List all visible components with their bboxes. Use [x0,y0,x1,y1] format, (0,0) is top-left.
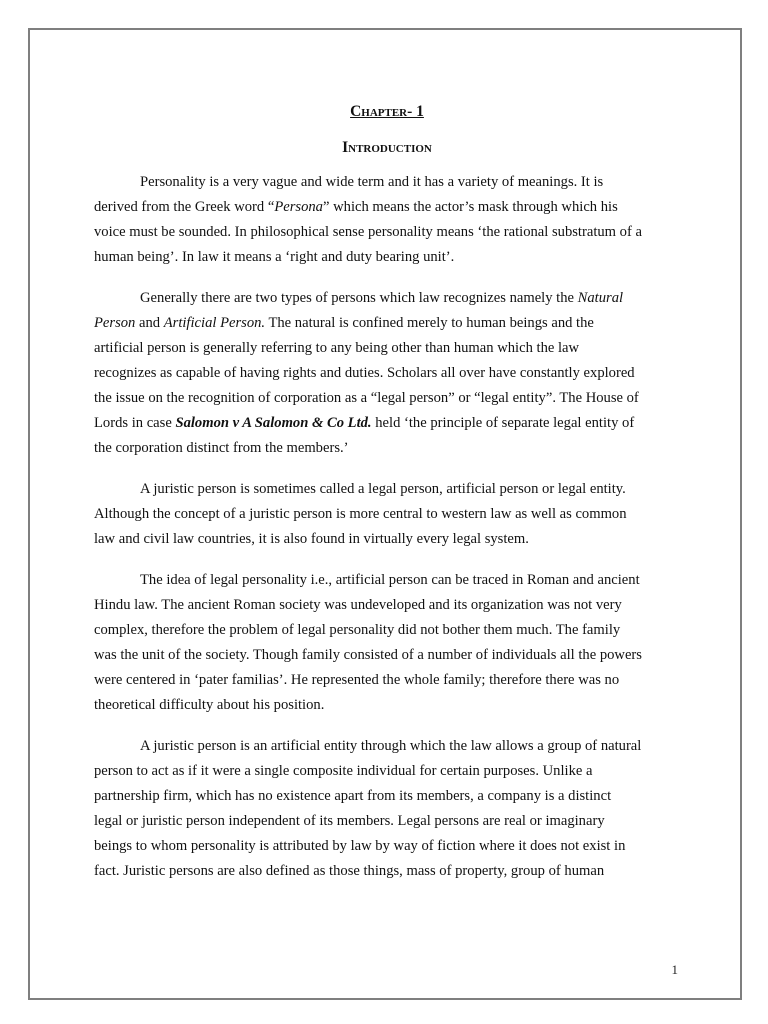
paragraph-line [94,311,680,336]
body-text [94,170,680,884]
paragraph [94,286,680,461]
text-run: human being’. In law it means a ‘right and duty bearing unit’. [94,249,455,265]
text-run: the corporation distinct from the members.’ [94,440,349,456]
paragraph-line [94,568,680,593]
text-run: Although the concept of a juristic person is more central to western law as well as common [94,506,627,522]
paragraph-line [94,195,680,220]
paragraph-line [94,245,680,270]
paragraph-line [94,834,680,859]
text-run: were centered in ‘pater familias’. He represented the whole family; therefore there was no [94,672,620,688]
italic-term: Natural [577,290,624,306]
text-run: law and civil law countries, it is also found in virtually every legal system. [94,531,529,547]
text-run: The idea of legal personality i.e., artificial person can be traced in Roman and ancient [140,572,640,588]
paragraph-line [94,734,680,759]
italic-term: Artificial Person. [163,315,266,331]
paragraph-line [94,693,680,718]
text-run: Lords in case [94,415,176,431]
text-run: A juristic person is an artificial entity through which the law allows a group of natural [140,738,642,754]
text-run: Personality is a very vague and wide term and it has a variety of meanings. It is [140,174,604,190]
text-run: artificial person is generally referring to any being other than human which the law [94,340,580,356]
text-run: Generally there are two types of persons which law recognizes namely the [140,290,578,306]
text-run: recognizes as capable of having rights and duties. Scholars all over have constantly explored [94,365,635,381]
page-number: 1 [671,962,678,977]
paragraph-line [94,220,680,245]
paragraph-line [94,809,680,834]
chapter-heading: Chapter- 1 [350,103,424,120]
text-run: legal or juristic person independent of its members. Legal persons are real or imaginary [94,813,605,829]
paragraph-line [94,386,680,411]
page-content [94,102,680,900]
text-run: held ‘the principle of separate legal entity of [371,415,635,431]
section-heading: Introduction [342,139,432,156]
paragraph-line [94,618,680,643]
paragraph [94,170,680,270]
text-run: fact. Juristic persons are also defined as those things, mass of property, group of human [94,863,605,879]
paragraph-line [94,170,680,195]
text-run: theoretical difficulty about his position. [94,697,325,713]
text-run: Hindu law. The ancient Roman society was undeveloped and its organization was not very [94,597,622,613]
paragraph-line [94,643,680,668]
paragraph-line [94,527,680,552]
text-run: the issue on the recognition of corporation as a “legal person” or “legal entity”. The House of [94,390,639,406]
text-run: partnership firm, which has no existence apart from its members, a company is a distinct [94,788,612,804]
text-run: was the unit of the society. Though family consisted of a number of individuals all the powers [94,647,642,663]
paragraph-line [94,286,680,311]
text-run: ” which means the actor’s mask through which his [322,199,618,215]
paragraph-line [94,859,680,884]
paragraph-line [94,477,680,502]
paragraph-line [94,361,680,386]
paragraph-line [94,502,680,527]
paragraph [94,734,680,884]
text-run: and [135,315,164,331]
paragraph-line [94,784,680,809]
text-run: derived from the Greek word “ [94,199,275,215]
paragraph-line [94,593,680,618]
text-run: complex, therefore the problem of legal personality did not bother them much. The family [94,622,621,638]
italic-term: Persona [274,199,323,215]
paragraph-line [94,759,680,784]
paragraph-line [94,668,680,693]
paragraph-line [94,436,680,461]
document-page [28,28,742,1000]
text-run: voice must be sounded. In philosophical sense personality means ‘the rational substratum of a [94,224,642,240]
paragraph [94,568,680,718]
italic-term: Person [94,315,136,331]
text-run: The natural is confined merely to human beings and the [265,315,594,331]
paragraph [94,477,680,552]
text-run: person to act as if it were a single composite individual for certain purposes. Unlike a [94,763,593,779]
text-run: A juristic person is sometimes called a legal person, artificial person or legal entity. [140,481,626,497]
text-run: beings to whom personality is attributed by law by way of fiction where it does not exist in [94,838,626,854]
paragraph-line [94,336,680,361]
case-citation: Salomon v A Salomon & Co Ltd. [175,415,372,431]
paragraph-line [94,411,680,436]
